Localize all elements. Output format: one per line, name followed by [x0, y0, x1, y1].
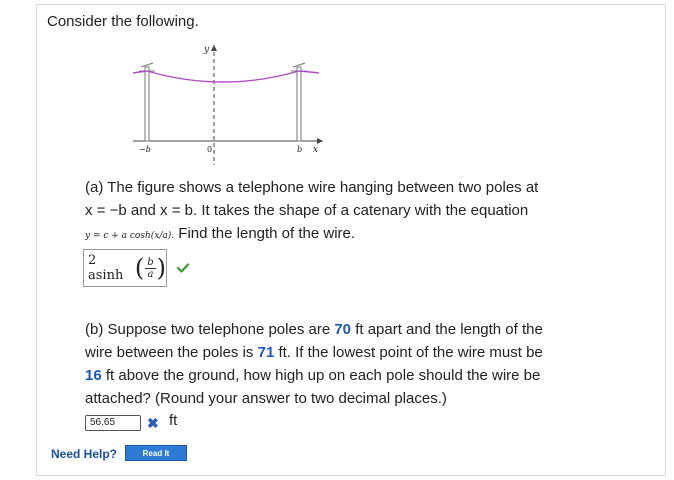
part-b-seg4: ft. If the lowest point of the wire must be: [274, 344, 543, 361]
part-a-text: [85, 176, 645, 248]
part-b-line4: attached? (Round your answer to two decimal places.): [85, 390, 447, 407]
incorrect-x-icon: ✖: [147, 415, 159, 431]
part-b-seg2: ft apart and the length of the: [351, 321, 543, 338]
value-height: 16: [85, 367, 102, 384]
close-paren: ): [156, 254, 166, 282]
right-crossarm-2: [293, 63, 305, 67]
part-a-answer: [83, 249, 167, 287]
part-b-text: [85, 318, 655, 410]
part-b-line2: [85, 341, 655, 364]
part-b-seg3: wire between the poles is: [85, 344, 258, 361]
part-b-answer-input[interactable]: 56.65: [85, 415, 141, 431]
checkmark-icon: [177, 263, 189, 273]
catenary-figure: [125, 41, 325, 171]
left-tick-label: −b: [139, 145, 151, 154]
answer-prefix: 2 asinh: [88, 253, 124, 283]
catenary-equation: y = c + a cosh(x/a).: [85, 231, 175, 241]
left-pole: [145, 67, 149, 141]
catenary-wire: [133, 71, 319, 82]
part-b-line1: [85, 318, 655, 341]
part-a-line2: x = −b and x = b. It takes the shape of a catenary with the equation: [85, 202, 529, 219]
y-axis-arrow: [211, 45, 217, 51]
open-paren: (: [134, 254, 145, 282]
x-axis-label: x: [313, 145, 319, 155]
fraction-denominator: a: [147, 268, 154, 280]
y-axis-label: y: [204, 45, 210, 55]
part-b-line3: [85, 364, 655, 387]
left-crossarm-2: [141, 63, 153, 67]
question-prompt: Consider the following.: [47, 13, 199, 30]
part-a-question: Find the length of the wire.: [178, 225, 356, 242]
part-a-line1: (a) The figure shows a telephone wire hanging between two poles at: [85, 179, 539, 196]
part-b-unit: ft: [169, 412, 178, 429]
right-tick-label: b: [297, 145, 303, 154]
part-b-seg5: ft above the ground, how high up on each pole should the wire be: [101, 367, 541, 384]
part-b-seg1: (b) Suppose two telephone poles are: [85, 321, 335, 338]
question-card: [36, 4, 666, 476]
part-a-line3: [85, 222, 645, 248]
origin-tick-label: 0: [207, 145, 213, 154]
answer-fraction: [145, 257, 155, 280]
need-help-label: Need Help?: [51, 447, 118, 461]
read-it-button[interactable]: Read It: [125, 445, 187, 461]
right-pole: [297, 67, 301, 141]
value-length: 71: [257, 344, 275, 361]
fraction-numerator: b: [147, 256, 154, 268]
x-axis-arrow: [317, 138, 323, 144]
value-apart: 70: [334, 321, 352, 338]
